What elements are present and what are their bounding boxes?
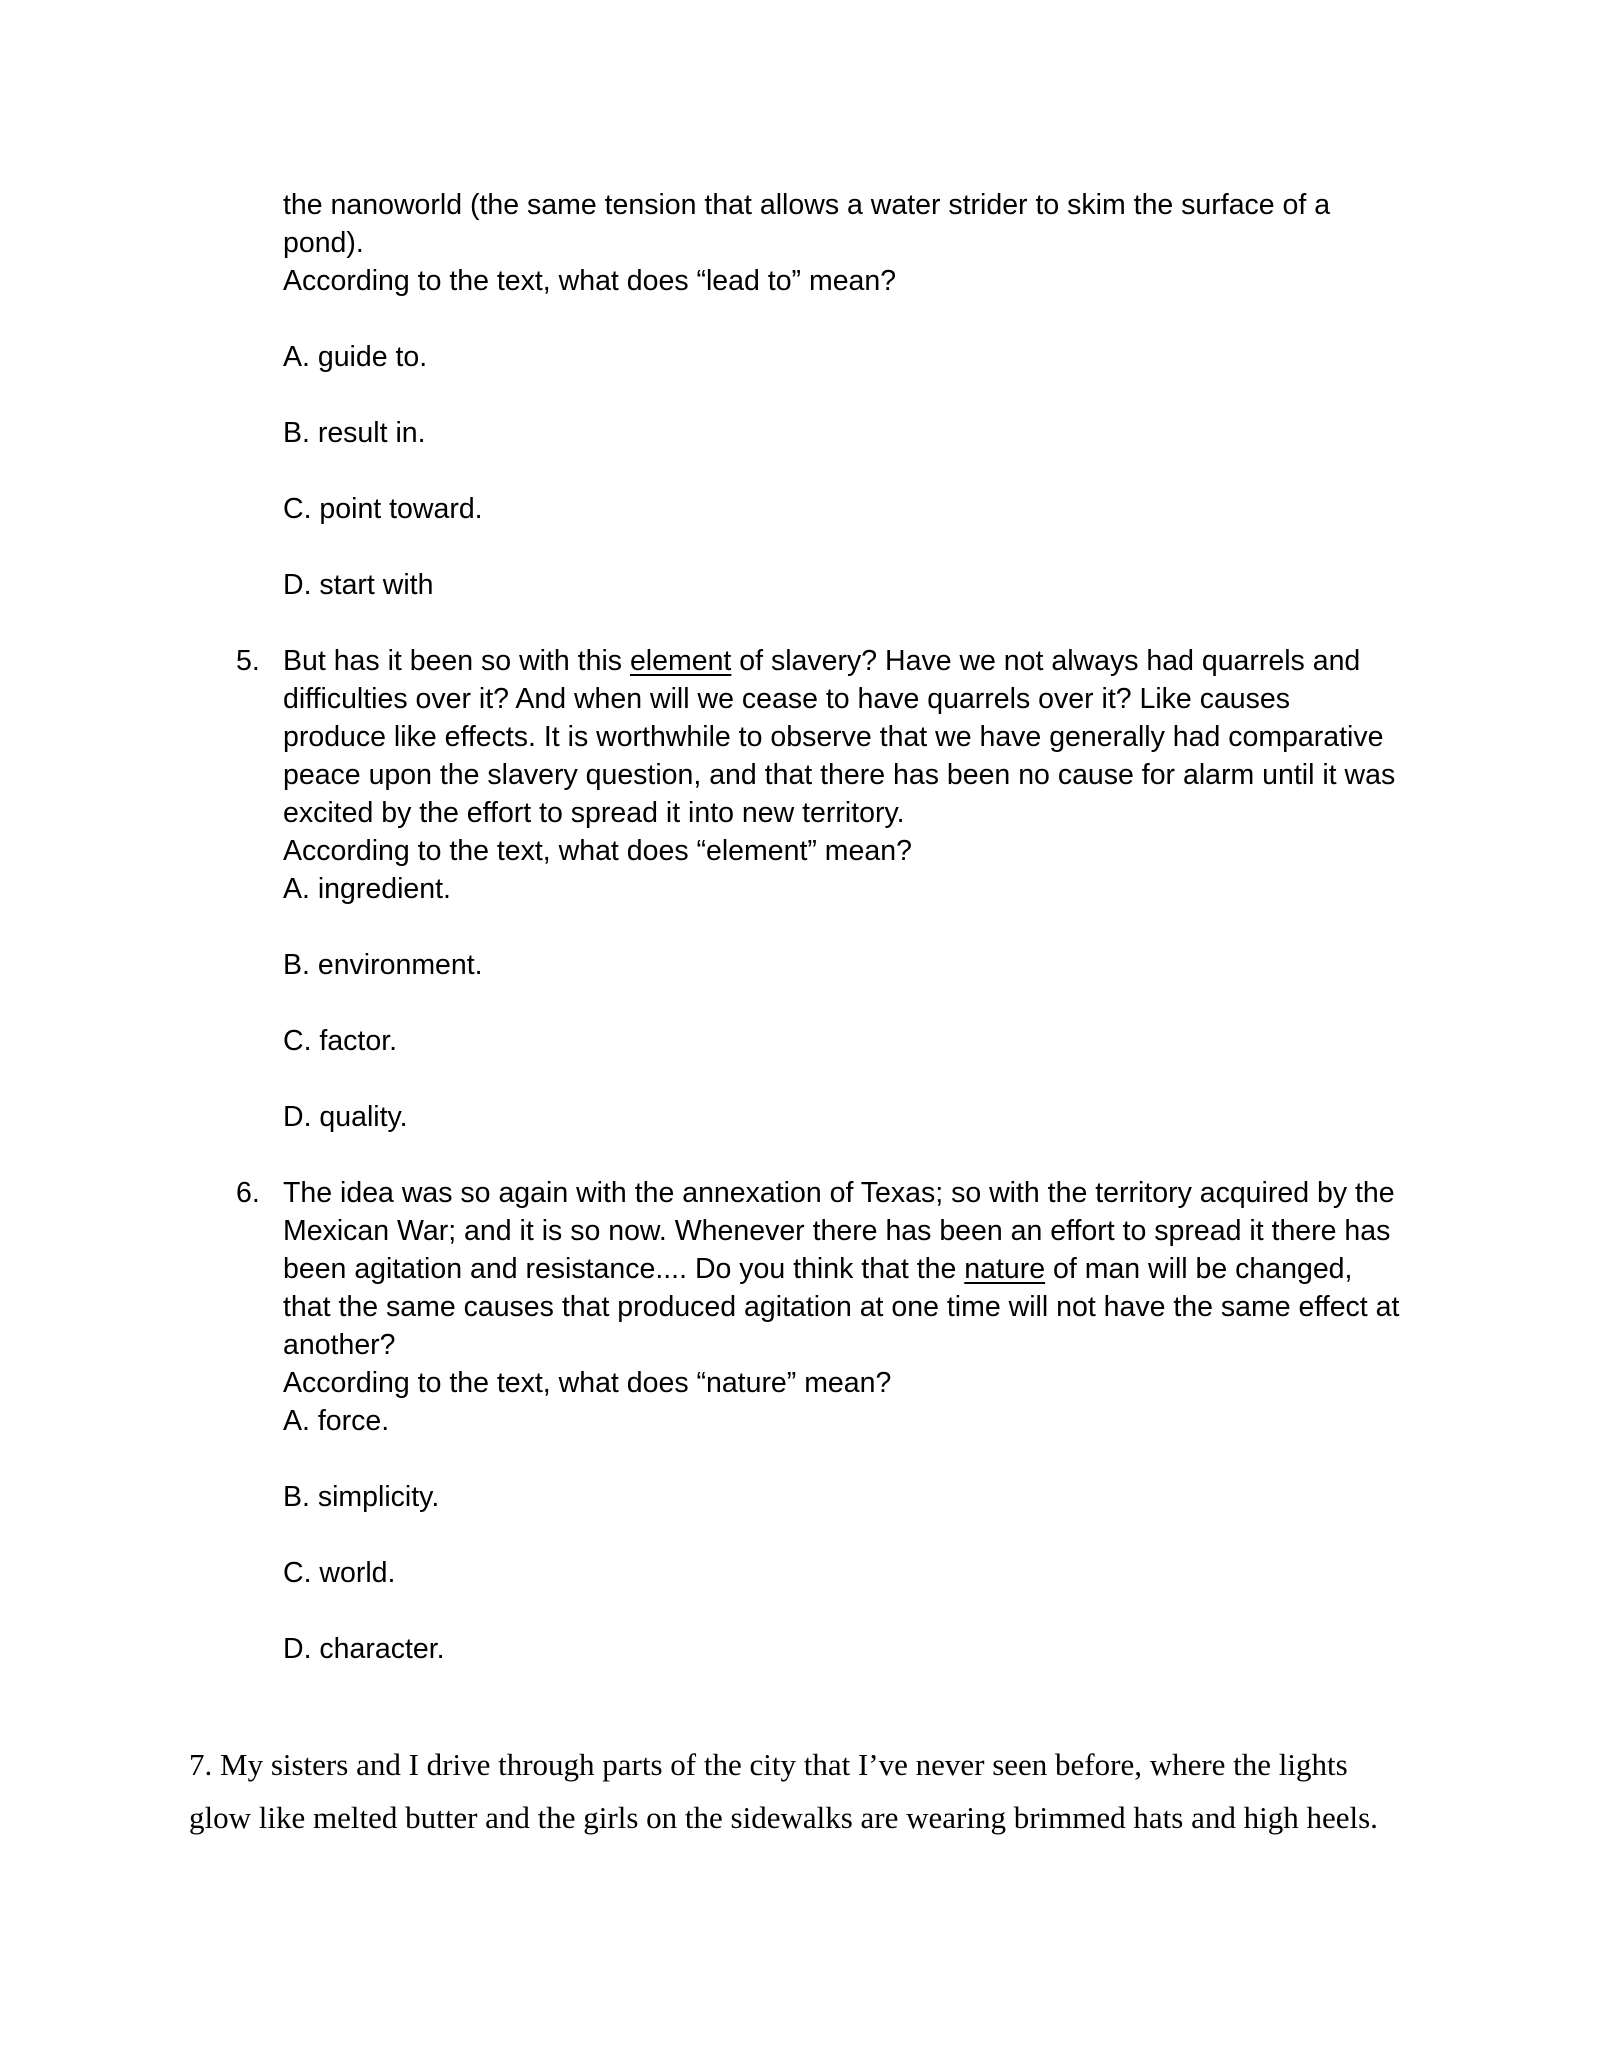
passage-text: of slavery? Have we not always had quarrels and [731, 645, 1361, 677]
passage-line: difficulties over it? And when will we cease to have quarrels over it? Like causes [283, 683, 1291, 715]
question-7-passage [189, 1738, 1439, 1844]
passage-line: the nanoworld (the same tension that allows a water strider to skim the surface of a [283, 189, 1331, 221]
passage-line: another? [283, 1329, 396, 1361]
answer-option-b: B. simplicity. [283, 1481, 440, 1513]
question-prompt: According to the text, what does “lead to” mean? [283, 265, 897, 297]
passage-line: excited by the effort to spread it into new territory. [283, 797, 905, 829]
passage-line: pond). [283, 227, 364, 259]
answer-option-c: C. world. [283, 1557, 396, 1589]
answer-option-a: A. ingredient. [283, 873, 451, 905]
answer-option-a: A. guide to. [283, 341, 428, 373]
answer-option-b: B. result in. [283, 417, 426, 449]
answer-option-d: D. start with [283, 569, 434, 601]
passage-text: But has it been so with this [283, 645, 630, 677]
answer-option-d: D. character. [283, 1633, 445, 1665]
passage-line: 7. My sisters and I drive through parts of the city that I’ve never seen before, where the lights [189, 1747, 1348, 1782]
passage-line: that the same causes that produced agitation at one time will not have the same effect at [283, 1291, 1400, 1323]
question-number: 5. [236, 645, 260, 677]
passage-line [283, 1250, 1433, 1288]
underlined-word: nature [964, 1253, 1046, 1285]
passage-line: produce like effects. It is worthwhile to observe that we have generally had comparative [283, 721, 1384, 753]
question-5 [236, 642, 1433, 908]
passage-line: peace upon the slavery question, and that there has been no cause for alarm until it was [283, 759, 1396, 791]
answer-option-c: C. point toward. [283, 493, 483, 525]
passage-line: Mexican War; and it is so now. Whenever there has been an effort to spread it there has [283, 1215, 1391, 1247]
question-prompt: According to the text, what does “element” mean? [283, 835, 912, 867]
passage-line [283, 642, 1433, 680]
passage-line: The idea was so again with the annexation of Texas; so with the territory acquired by the [283, 1177, 1395, 1209]
question-4-passage [283, 186, 1433, 300]
underlined-word: element [629, 645, 732, 677]
answer-option-d: D. quality. [283, 1101, 408, 1133]
question-number: 6. [236, 1177, 260, 1209]
question-6 [236, 1174, 1433, 1440]
question-prompt: According to the text, what does “nature” mean? [283, 1367, 892, 1399]
passage-text: of man will be changed, [1045, 1253, 1353, 1285]
answer-option-c: C. factor. [283, 1025, 398, 1057]
passage-line: glow like melted butter and the girls on the sidewalks are wearing brimmed hats and high heels. [189, 1800, 1378, 1835]
answer-option-a: A. force. [283, 1405, 390, 1437]
answer-option-b: B. environment. [283, 949, 483, 981]
passage-text: been agitation and resistance.... Do you think that the [283, 1253, 965, 1285]
